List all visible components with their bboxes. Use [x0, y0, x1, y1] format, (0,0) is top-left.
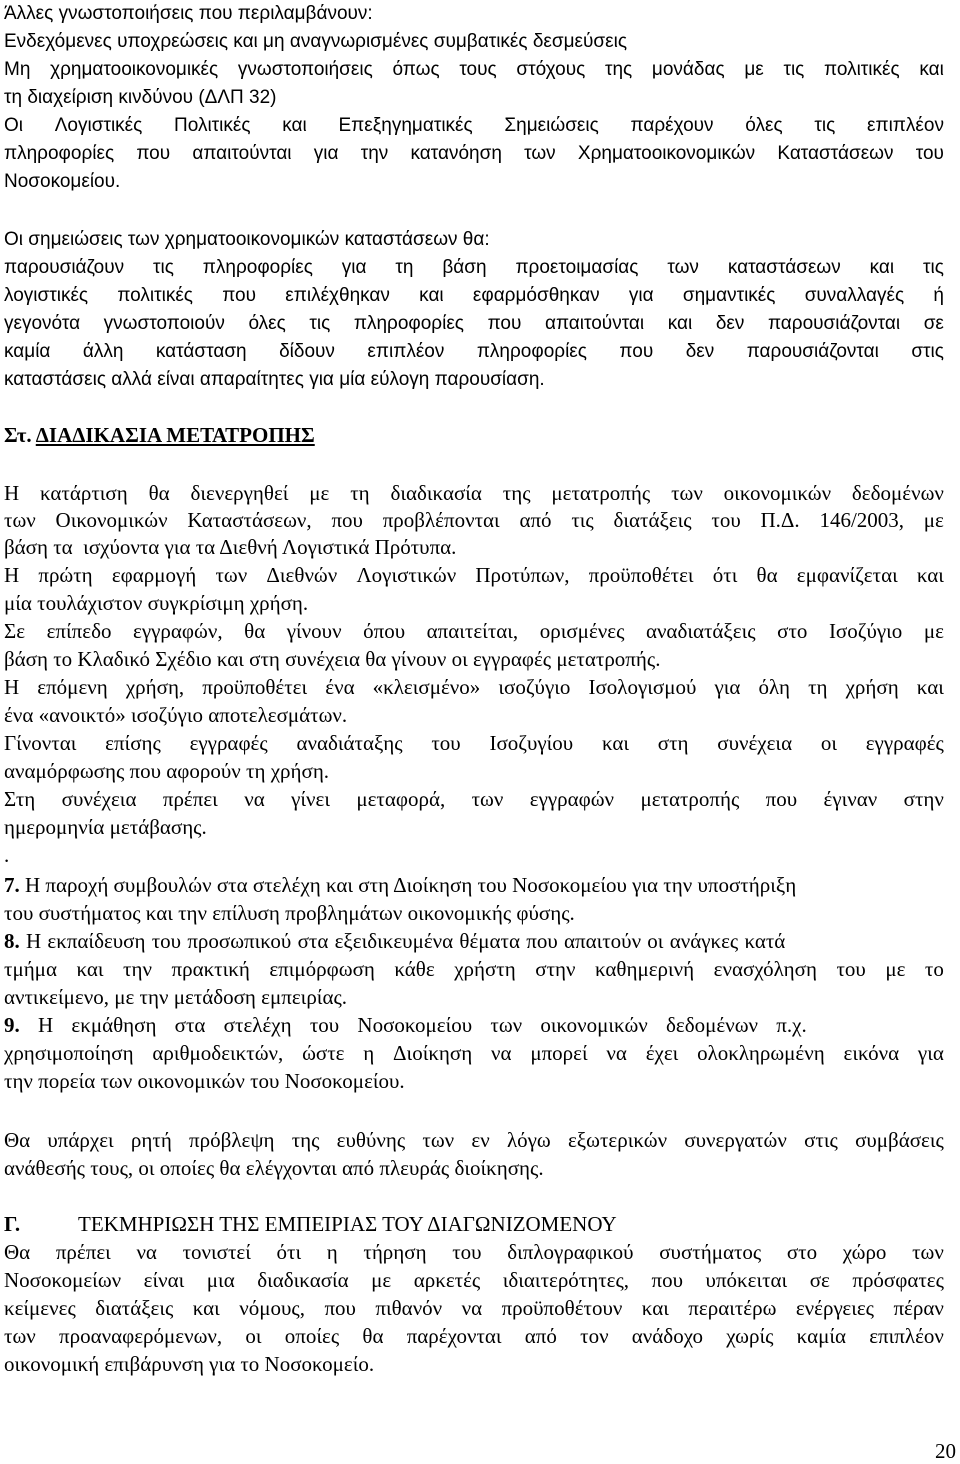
paragraph-line: παρουσιάζουν τις πληροφορίες για τη βάση προετοιμασίας των καταστάσεων και τις — [4, 257, 944, 278]
paragraph-line: Θα πρέπει να τονιστεί ότι η τήρηση του διπλογραφικού συστήματος στο χώρο των — [4, 1240, 944, 1264]
paragraph-line: οικονομική επιβάρυνση για το Νοσοκομείο. — [4, 1352, 375, 1376]
list-item-continuation: τη διαχείριση κινδύνου (ΔΛΠ 32) — [4, 87, 277, 108]
paragraph-line: μία τουλάχιστον συγκρίσιμη χρήση. — [4, 591, 309, 615]
paragraph-line: καταστάσεις αλλά είναι απαραίτητες για μία εύλογη παρουσίαση. — [4, 369, 545, 390]
paragraph-line: Η κατάρτιση θα διενεργηθεί με τη διαδικασία της μετατροπής των οικονομικών δεδομένων — [4, 481, 944, 505]
stray-dot: . — [4, 843, 10, 867]
paragraph-line: Η επόμενη χρήση, προϋποθέτει ένα «κλεισμένο» ισοζύγιο Ισολογισμού για όλη τη χρήση και — [4, 675, 944, 699]
paragraph-line: την πορεία των οικονομικών του Νοσοκομείου. — [4, 1069, 405, 1093]
item-text: Η εκπαίδευση του προσωπικού στα εξειδικευμένα θέματα που απαιτούν οι ανάγκες κατά — [19, 929, 786, 953]
paragraph-line: λογιστικές πολιτικές που επιλέχθηκαν και εφαρμόσθηκαν για σημαντικές συναλλαγές ή — [4, 285, 944, 306]
document-page — [4, 0, 948, 1464]
list-item: Ενδεχόμενες υποχρεώσεις και μη αναγνωρισμένες συμβατικές δεσμεύσεις — [4, 31, 627, 52]
paragraph-line: βάση το Κλαδικό Σχέδιο και στη συνέχεια θα γίνουν οι εγγραφές μετατροπής. — [4, 647, 661, 671]
paragraph-line: καμία άλλη κατάσταση δίδουν επιπλέον πληροφορίες που δεν παρουσιάζονται στις — [4, 341, 944, 362]
paragraph-line: των Οικονομικών Καταστάσεων, που προβλέπονται από τις διατάξεις του Π.Δ. 146/2003, με — [4, 508, 944, 532]
paragraph-line: πληροφορίες που απαιτούνται για την κατανόηση των Χρηματοοικονομικών Καταστάσεων του — [4, 143, 944, 164]
paragraph-line: κείμενες διατάξεις και νόμους, που πιθανόν να προϋποθέτουν και περαιτέρω ενέργειες πέραν — [4, 1296, 944, 1320]
item-number: 9. — [4, 1013, 20, 1037]
section-heading-prefix: Στ. — [4, 423, 36, 447]
paragraph-line: Γίνονται επίσης εγγραφές αναδιάταξης του Ισοζυγίου και στη συνέχεια οι εγγραφές — [4, 731, 944, 755]
paragraph-line: ανάθεσής τους, οι οποίες θα ελέγχονται από πλευράς διοίκησης. — [4, 1156, 544, 1180]
paragraph-line: γεγονότα γνωστοποιούν όλες τις πληροφορίες που απαιτούνται και δεν παρουσιάζονται σε — [4, 313, 944, 334]
item-number: 7. — [4, 873, 20, 897]
paragraph-line: Οι Λογιστικές Πολιτικές και Επεξηγηματικές Σημειώσεις παρέχουν όλες τις επιπλέον — [4, 115, 944, 136]
paragraph-line: τμήμα και την πρακτική επιμόρφωση κάθε χρήστη στην καθημερινή ενασχόληση του με το — [4, 957, 944, 981]
item-number: 8. — [4, 929, 20, 953]
paragraph-line: Σε επίπεδο εγγραφών, θα γίνουν όπου απαιτείται, ορισμένες αναδιατάξεις στο Ισοζύγιο με — [4, 619, 944, 643]
paragraph-line: του συστήματος και την επίλυση προβλημάτων οικονομικής φύσης. — [4, 901, 575, 925]
numbered-item-8 — [4, 931, 944, 952]
paragraph-line: Θα υπάρχει ρητή πρόβλεψη της ευθύνης των εν λόγω εξωτερικών συνεργατών στις συμβάσεις — [4, 1128, 944, 1152]
section-heading-letter: Γ. — [4, 1212, 21, 1236]
paragraph-line: Η πρώτη εφαρμογή των Διεθνών Λογιστικών Προτύπων, προϋποθέτει ότι θα εμφανίζεται και — [4, 563, 944, 587]
list-item: Μη χρηματοοικονομικές γνωστοποιήσεις όπως τους στόχους της μονάδας με τις πολιτικές και — [4, 59, 944, 80]
paragraph-line: ένα «ανοικτό» ισοζύγιο αποτελεσμάτων. — [4, 703, 348, 727]
paragraph-line: χρησιμοποίηση αριθμοδεικτών, ώστε η Διοίκηση να μπορεί να έχει ολοκληρωμένη εικόνα για — [4, 1041, 944, 1065]
paragraph-line: αναμόρφωσης που αφορούν τη χρήση. — [4, 759, 330, 783]
item-text: Η εκμάθηση στα στελέχη του Νοσοκομείου των οικονομικών δεδομένων π.χ. — [19, 1013, 807, 1037]
paragraph-line: αντικείμενο, με την μετάδοση εμπειρίας. — [4, 985, 348, 1009]
page-number: 20 — [935, 1439, 956, 1463]
numbered-item-9 — [4, 1015, 944, 1036]
section-heading-title: ΔΙΑΔΙΚΑΣΙΑ ΜΕΤΑΤΡΟΠΗΣ — [35, 423, 315, 447]
item-text: Η παροχή συμβουλών στα στελέχη και στη Διοίκηση του Νοσοκομείου για την υποστήριξη — [19, 873, 797, 897]
numbered-item-7 — [4, 875, 944, 896]
paragraph-line: βάση τα ισχύοντα για τα Διεθνή Λογιστικά Πρότυπα. — [4, 535, 457, 559]
intro-line: Άλλες γνωστοποιήσεις που περιλαμβάνουν: — [4, 3, 373, 24]
section-heading-title: ΤΕΚΜΗΡΙΩΣΗ ΤΗΣ ΕΜΠΕΙΡΙΑΣ ΤΟΥ ΔΙΑΓΩΝΙΖΟΜΕΝΟΥ — [78, 1212, 617, 1236]
paragraph-line: Νοσοκομείου. — [4, 171, 121, 192]
paragraph-line: των προαναφερόμενων, οι οποίες θα παρέχονται από τον ανάδοχο χωρίς καμία επιπλέον — [4, 1324, 944, 1348]
paragraph-line: Νοσοκομείων είναι μια διαδικασία με αρκετές ιδιαιτερότητες, που υπόκειται σε πρόσφατες — [4, 1268, 944, 1292]
paragraph-line: ημερομηνία μετάβασης. — [4, 815, 207, 839]
section-heading — [4, 425, 315, 446]
paragraph-lead: Οι σημειώσεις των χρηματοοικονομικών καταστάσεων θα: — [4, 229, 490, 250]
paragraph-line: Στη συνέχεια πρέπει να γίνει μεταφορά, των εγγραφών μετατροπής που έγιναν στην — [4, 787, 944, 811]
